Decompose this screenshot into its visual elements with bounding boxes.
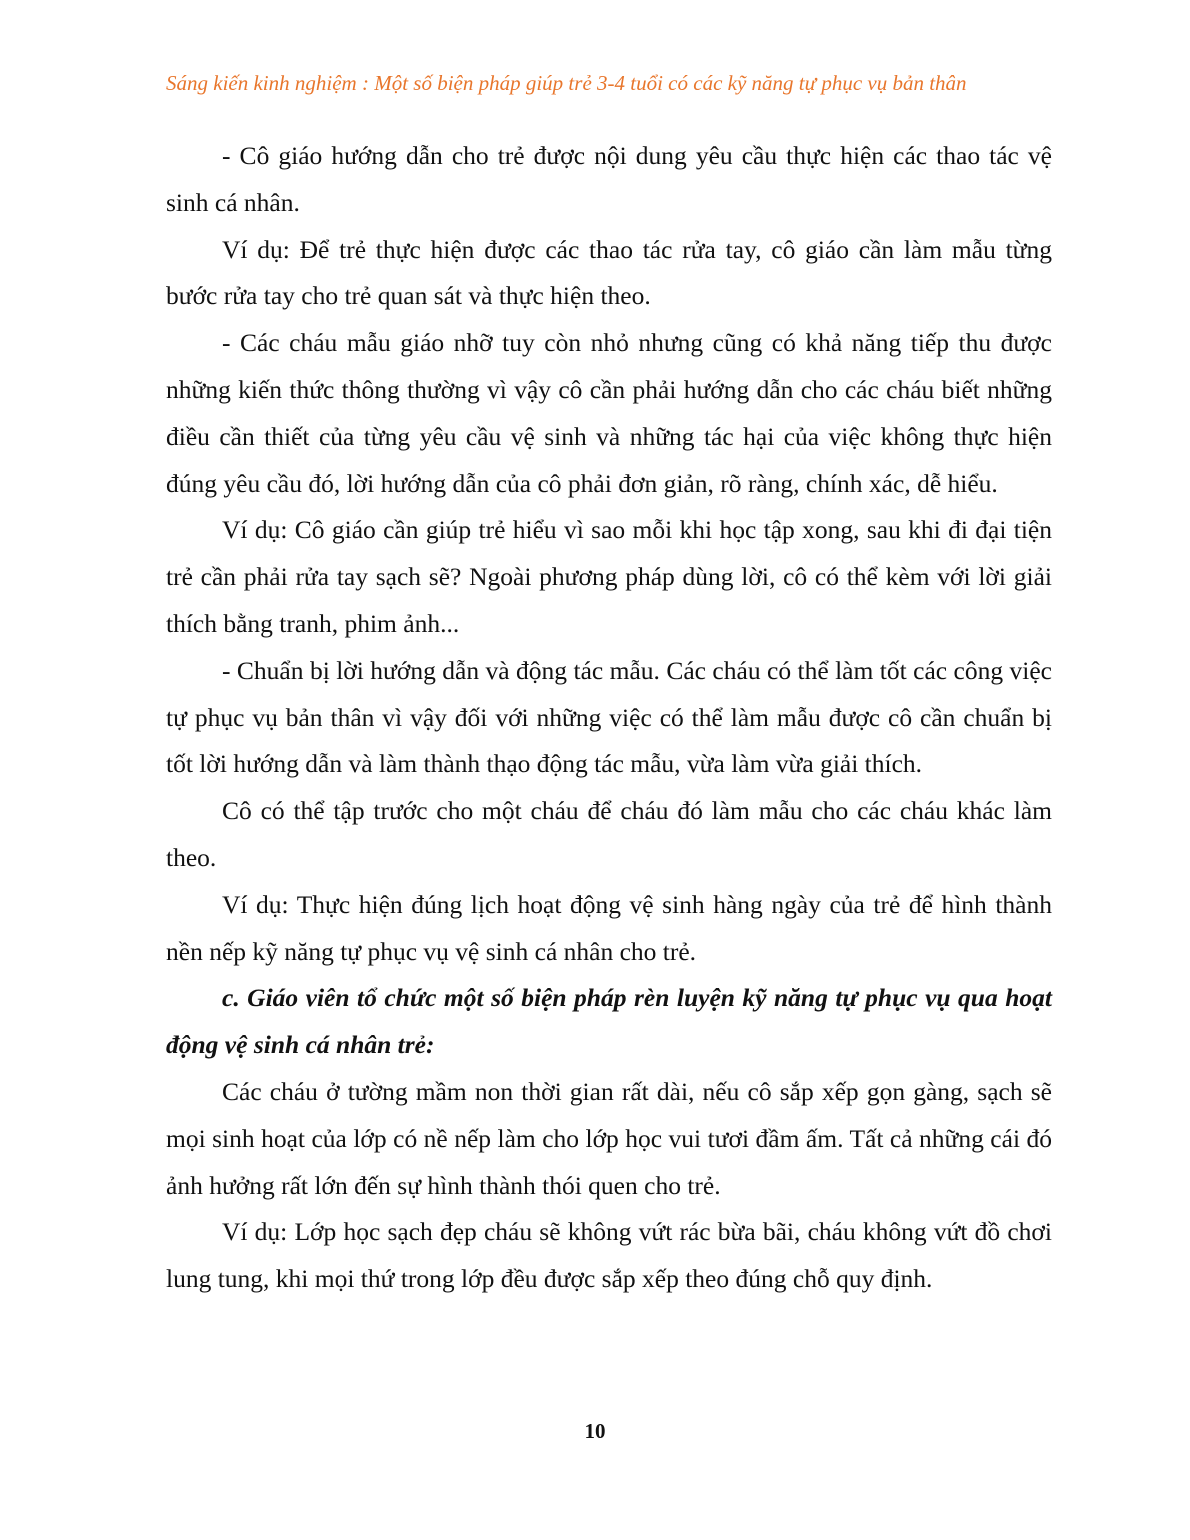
document-body [166, 133, 1052, 1303]
paragraph-example-explain: Ví dụ: Cô giáo cần giúp trẻ hiểu vì sao mỗi khi học tập xong, sau khi đi đại tiện trẻ cần phải rửa tay sạch sẽ? Ngoài phương pháp dùng lời, cô có thể kèm với lời giải thích bằng tranh, phim ảnh... [166, 515, 1052, 638]
paragraph-classroom: Các cháu ở tường mầm non thời gian rất dài, nếu cô sắp xếp gọn gàng, sạch sẽ mọi sinh hoạt của lớp có nề nếp làm cho lớp học vui tươi đầm ấm. Tất cả những cái đó ảnh hưởng rất lớn đến sự hình thành thói quen cho trẻ. [166, 1076, 1052, 1200]
page-header: Sáng kiến kinh nghiệm : Một số biện pháp giúp trẻ 3-4 tuổi có các kỹ năng tự phục vụ bản thân [166, 71, 967, 95]
paragraph-demonstration: - Chuẩn bị lời hướng dẫn và động tác mẫu. Các cháu có thể làm tốt các công việc tự phục vụ bản thân vì vậy đối với những việc có thể làm mẫu được cô cần chuẩn bị tốt lời hướng dẫn và làm thành thạo động tác mẫu, vừa làm vừa giải thích. [166, 655, 1052, 779]
section-heading-c: c. Giáo viên tổ chức một số biện pháp rèn luyện kỹ năng tự phục vụ qua hoạt động vệ sinh cá nhân trẻ: [166, 983, 1052, 1060]
paragraph-example-schedule: Ví dụ: Thực hiện đúng lịch hoạt động vệ sinh hàng ngày của trẻ để hình thành nền nếp kỹ năng tự phục vụ vệ sinh cá nhân cho trẻ. [166, 889, 1052, 966]
paragraph-example-classroom: Ví dụ: Lớp học sạch đẹp cháu sẽ không vứt rác bừa bãi, cháu không vứt đồ chơi lung tung, khi mọi thứ trong lớp đều được sắp xếp theo đúng chỗ quy định. [166, 1217, 1052, 1294]
page-number: 10 [584, 1419, 606, 1443]
paragraph-knowledge: - Các cháu mẫu giáo nhỡ tuy còn nhỏ nhưng cũng có khả năng tiếp thu được những kiến thức thông thường vì vậy cô cần phải hướng dẫn cho các cháu biết những điều cần thiết của từng yêu cầu vệ sinh và những tác hại của việc không thực hiện đúng yêu cầu đó, lời hướng dẫn của cô phải đơn giản, rõ ràng, chính xác, dễ hiểu. [166, 328, 1052, 498]
paragraph-practice: Cô có thể tập trước cho một cháu để cháu đó làm mẫu cho các cháu khác làm theo. [166, 796, 1052, 872]
paragraph-guidance: - Cô giáo hướng dẫn cho trẻ được nội dung yêu cầu thực hiện các thao tác vệ sinh cá nhân. [166, 141, 1052, 217]
paragraph-example-handwashing: Ví dụ: Để trẻ thực hiện được các thao tác rửa tay, cô giáo cần làm mẫu từng bước rửa tay cho trẻ quan sát và thực hiện theo. [166, 234, 1052, 311]
